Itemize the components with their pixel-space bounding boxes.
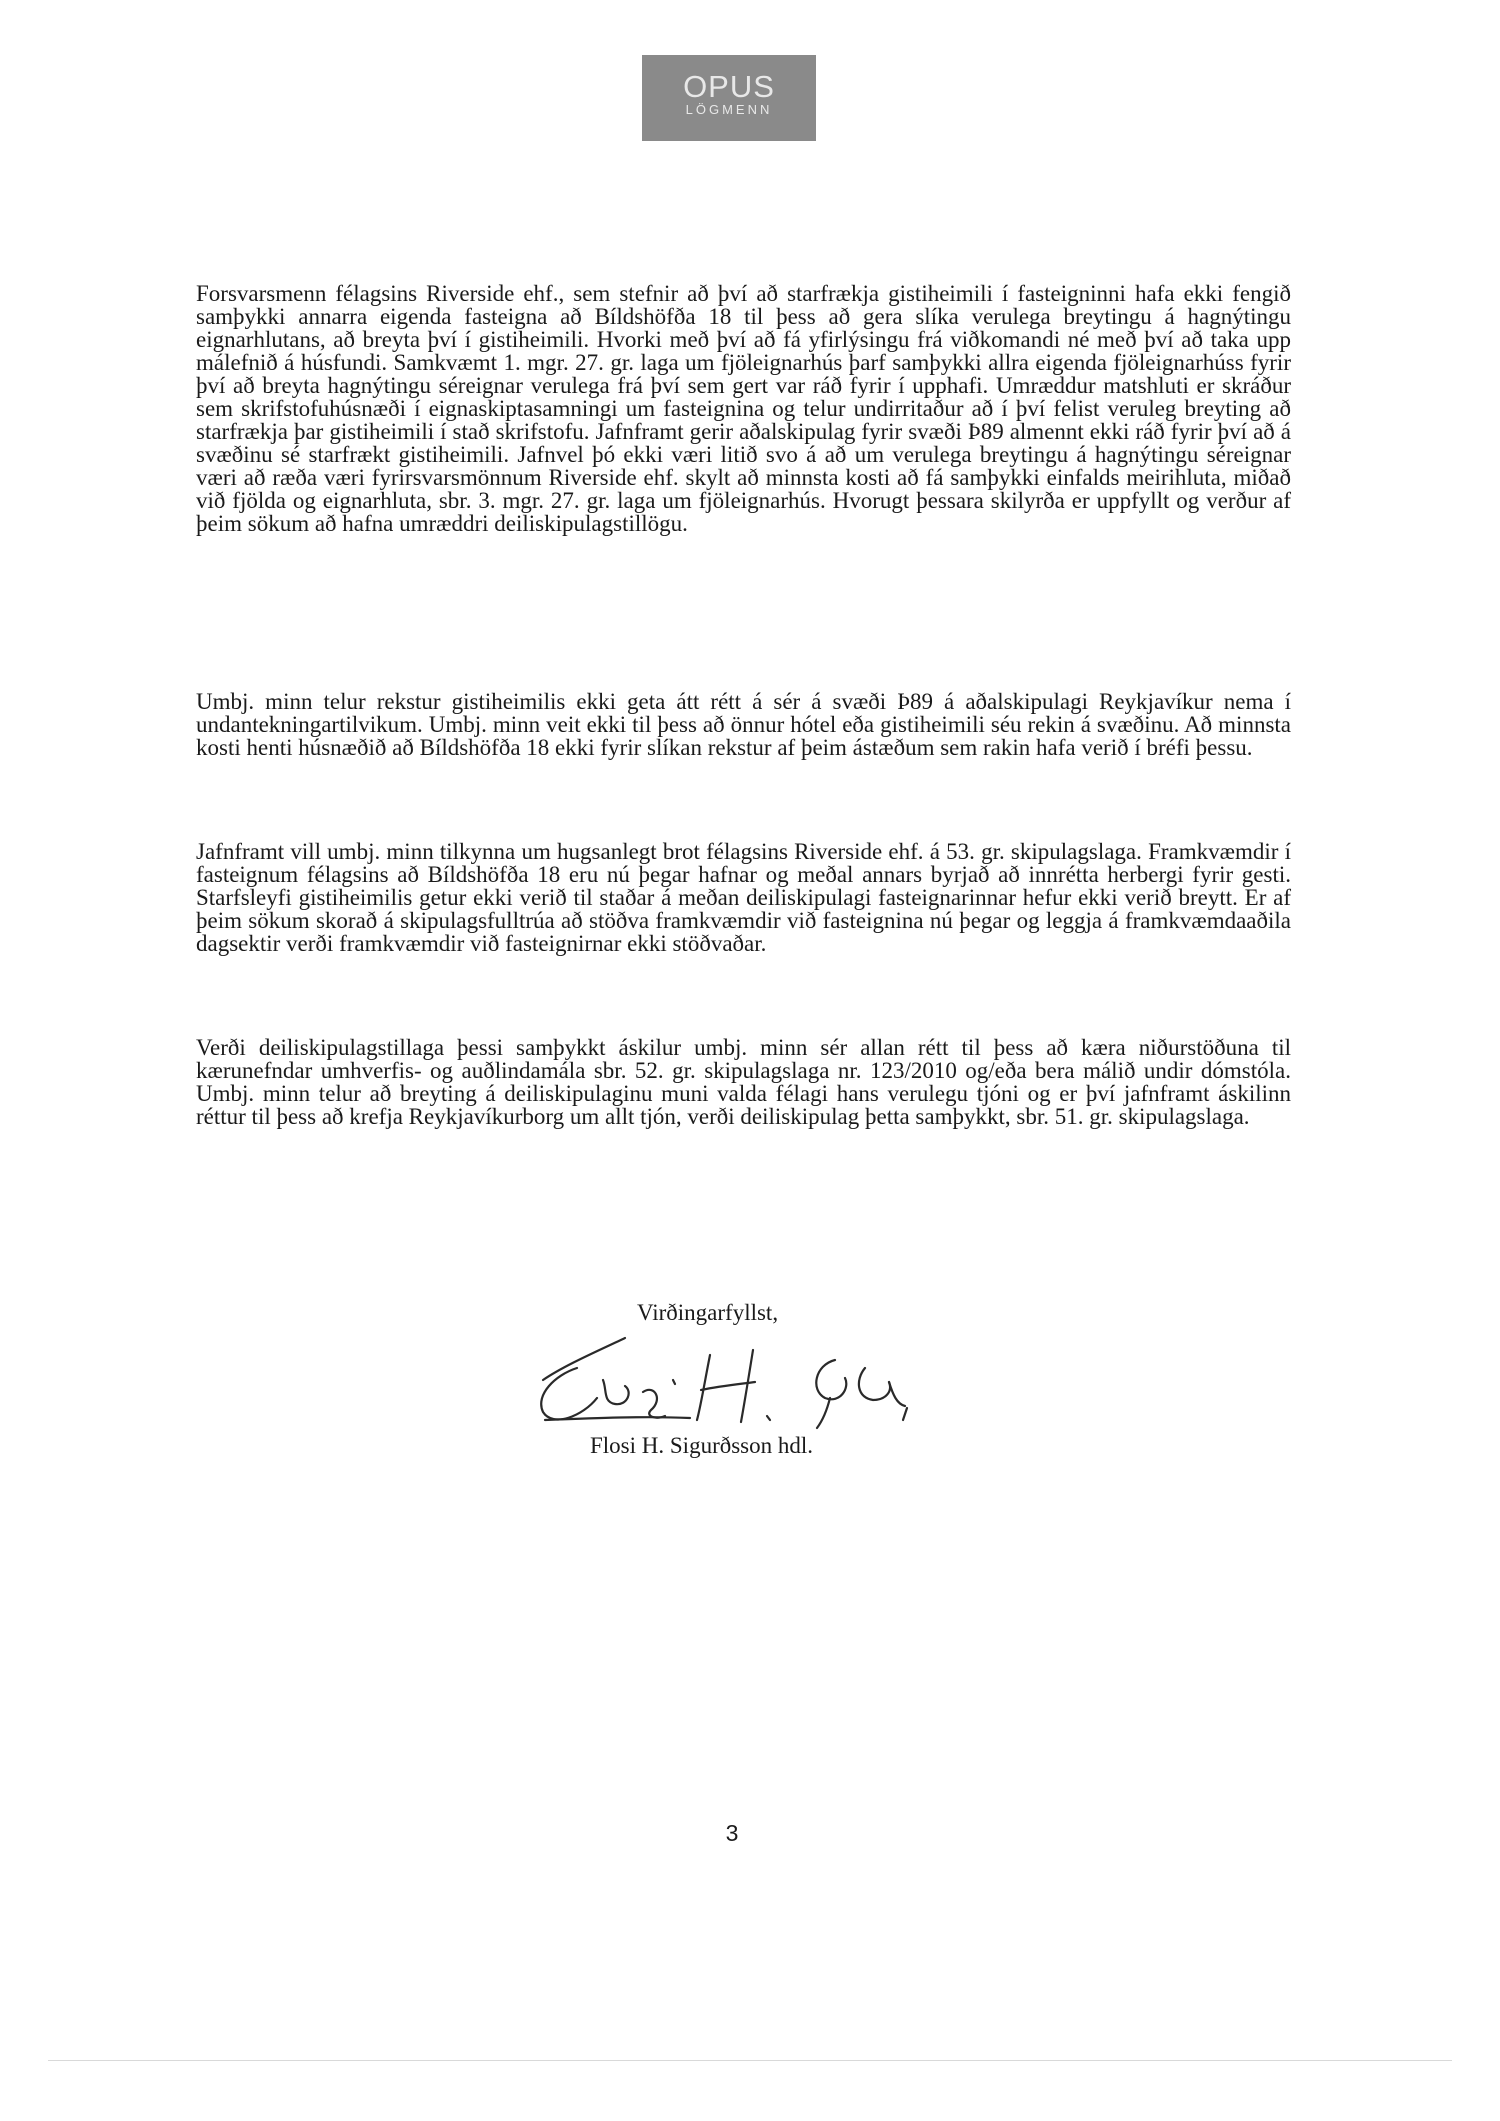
handwritten-signature bbox=[505, 1320, 965, 1440]
logo-main-text: OPUS bbox=[683, 69, 775, 104]
paragraph-3: Jafnframt vill umbj. minn tilkynna um hugsanlegt brot félagsins Riverside ehf. á 53. gr. skipulagslaga. Framkvæmdir í fasteignum félagsins að Bíldshöfða 18 eru nú þegar hafnar og meðal annars byrjað að innrétta herbergi fyrir gesti. Starfsleyfi gistiheimilis getur ekki verið til staðar á meðan deiliskipulagi fasteignarinnar hefur ekki verið breytt. Er af þeim sökum skorað á skipulagsfulltrúa að stöðva framkvæmdir við fasteignina nú þegar og leggja á framkvæmdaaðila dagsektir verði framkvæmdir við fasteignirnar ekki stöðvaðar. bbox=[196, 839, 1291, 956]
footer-divider bbox=[48, 2060, 1452, 2061]
closing-salutation: Virðingarfyllst, bbox=[637, 1300, 779, 1325]
signer-name: Flosi H. Sigurðsson hdl. bbox=[590, 1433, 814, 1458]
paragraph-4: Verði deiliskipulagstillaga þessi samþykkt áskilur umbj. minn sér allan rétt til þess að kæra niðurstöðuna til kærunefndar umhverfis- og auðlindamála sbr. 52. gr. skipulagslaga nr. 123/2010 og/eða bera málið undir dómstóla. Umbj. minn telur að breyting á deiliskipulaginu muni valda félagi hans verulegu tjóni og er því jafnframt áskilinn réttur til þess að krefja Reykjavíkurborg um allt tjón, verði deiliskipulag þetta samþykkt, sbr. 51. gr. skipulagslaga. bbox=[196, 1035, 1291, 1129]
opus-logmenn-logo bbox=[642, 55, 816, 141]
page-number: 3 bbox=[725, 1820, 739, 1846]
paragraph-2: Umbj. minn telur rekstur gistiheimilis ekki geta átt rétt á sér á svæði Þ89 á aðalskipulagi Reykjavíkur nema í undantekningartilvikum. Umbj. minn veit ekki til þess að önnur hótel eða gistiheimili séu rekin á svæðinu. Að minnsta kosti henti húsnæðið að Bíldshöfða 18 ekki fyrir slíkan rekstur af þeim ástæðum sem rakin hafa verið í bréfi þessu. bbox=[196, 689, 1291, 760]
paragraph-1: Forsvarsmenn félagsins Riverside ehf., sem stefnir að því að starfrækja gistiheimili í fasteigninni hafa ekki fengið samþykki annarra eigenda fasteigna að Bíldshöfða 18 til þess að gera slíka verulega breytingu á hagnýtingu eignarhlutans, að breyta því í gistiheimili. Hvorki með því að fá yfirlýsingu frá viðkomandi né með því að taka upp málefnið á húsfundi. Samkvæmt 1. mgr. 27. gr. laga um fjöleignarhús þarf samþykki allra eigenda fjöleignarhúss fyrir því að breyta hagnýtingu séreignar verulega frá því sem gert var ráð fyrir í upphafi. Umræddur matshluti er skráður sem skrifstofuhúsnæði í eignaskiptasamningi um fasteignina og telur undirritaður að í því felist veruleg breyting að starfrækja þar gistiheimili í stað skrifstofu. Jafnframt gerir aðalskipulag fyrir svæði Þ89 almennt ekki ráð fyrir því að á svæðinu sé starfrækt gistiheimili. Jafnvel þó ekki væri litið svo á að um verulega breytingu á hagnýtingu séreignar væri að ræða væri fyrirsvarsmönnum Riverside ehf. skylt að minnsta kosti að fá samþykki einfalds meirihluta, miðað við fjölda og eignarhluta, sbr. 3. mgr. 27. gr. laga um fjöleignarhús. Hvorugt þessara skilyrða er uppfyllt og verður af þeim sökum að hafna umræddri deiliskipulagstillögu. bbox=[196, 281, 1291, 536]
logo-sub-text: LÖGMENN bbox=[685, 102, 773, 117]
